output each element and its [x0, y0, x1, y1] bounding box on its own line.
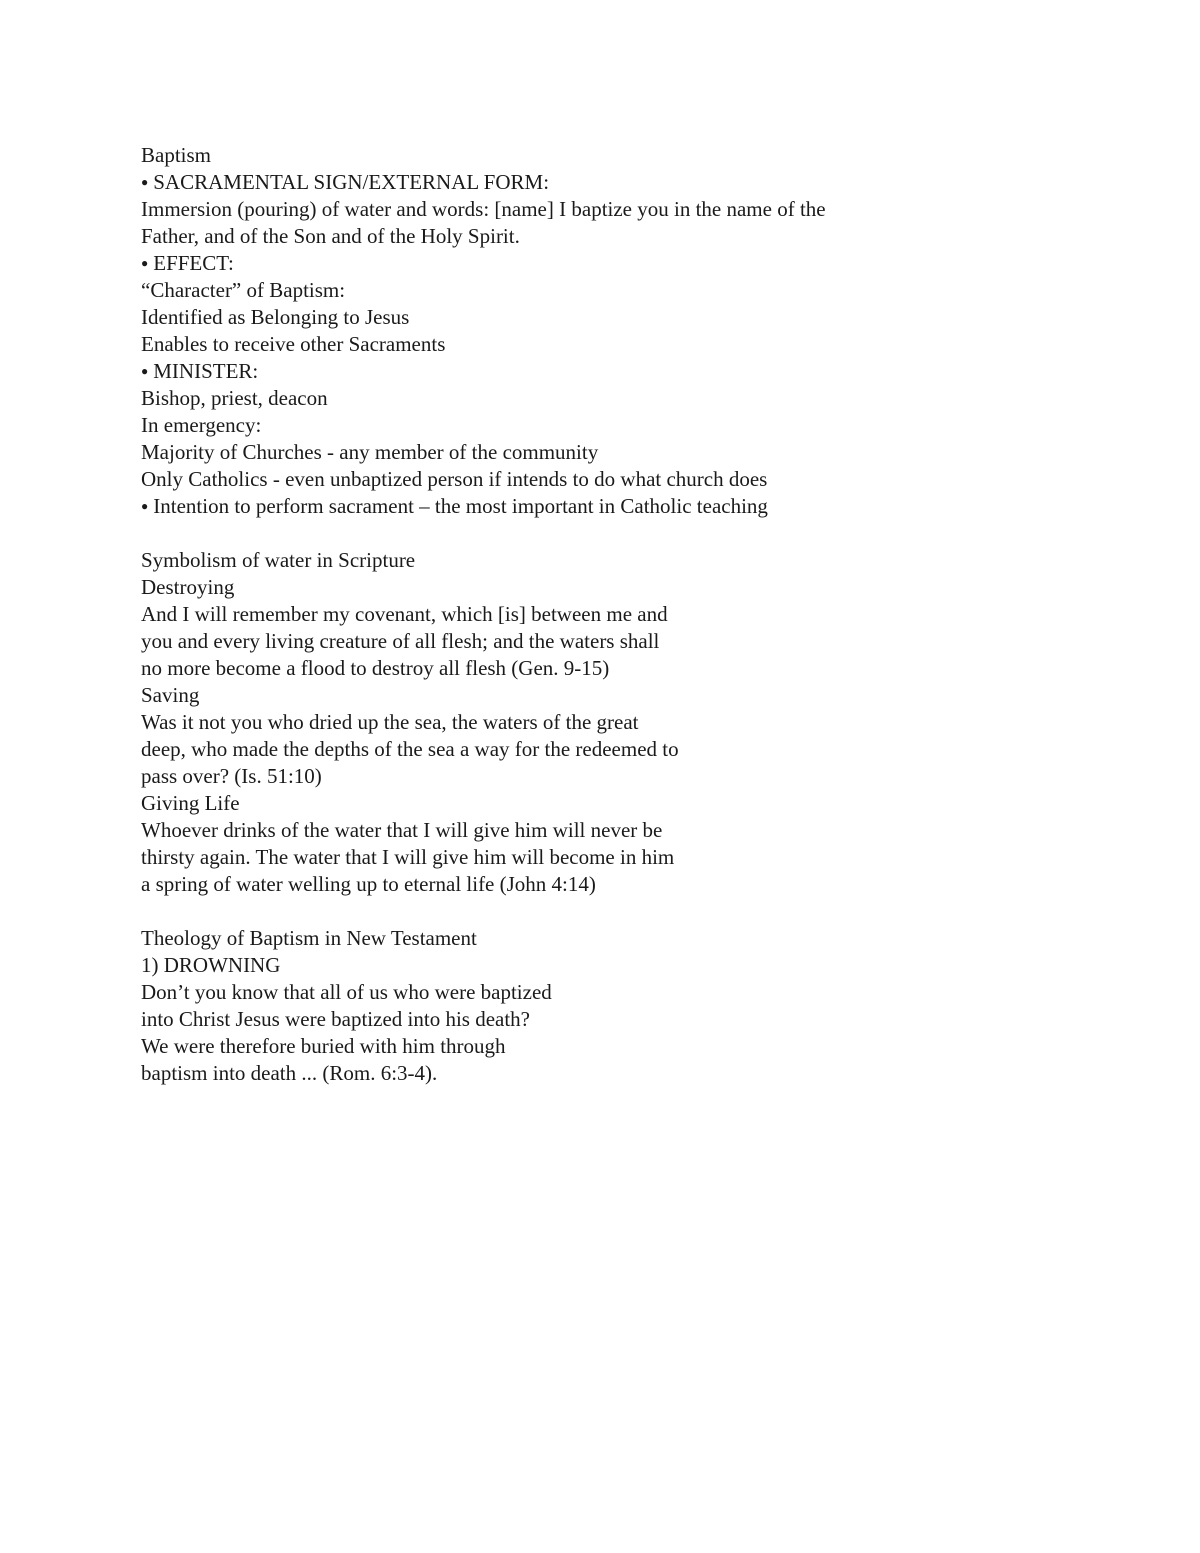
text-line: Majority of Churches - any member of the community — [141, 440, 599, 464]
quote-line: We were therefore buried with him through — [141, 1034, 506, 1058]
sign-heading: ● SACRAMENTAL SIGN/EXTERNAL FORM: — [141, 169, 1141, 196]
effect-heading: ● EFFECT: — [141, 250, 1141, 277]
text-line: Immersion (pouring) of water and words: [name] I baptize you in the name of the — [141, 197, 826, 221]
text-line: Father, and of the Son and of the Holy Spirit. — [141, 224, 520, 248]
text-line: Bishop, priest, deacon — [141, 386, 328, 410]
subsection-label: Giving Life — [141, 791, 240, 815]
quote-line: into Christ Jesus were baptized into his death? — [141, 1007, 531, 1031]
quote-line: deep, who made the depths of the sea a way for the redeemed to — [141, 737, 679, 761]
paragraph-gap — [141, 520, 1141, 547]
text-line: Only Catholics - even unbaptized person if intends to do what church does — [141, 467, 768, 491]
quote-line: And I will remember my covenant, which [is] between me and — [141, 602, 668, 626]
quote-line: Whoever drinks of the water that I will give him will never be — [141, 818, 663, 842]
point-heading: 1) DROWNING — [141, 953, 281, 977]
doc-title: Baptism — [141, 143, 212, 167]
quote-line: no more become a flood to destroy all flesh (Gen. 9-15) — [141, 656, 610, 680]
quote-line: Was it not you who dried up the sea, the waters of the great — [141, 710, 639, 734]
section-title: Theology of Baptism in New Testament — [141, 926, 477, 950]
quote-line: pass over? (Is. 51:10) — [141, 764, 322, 788]
quote-line: baptism into death ... (Rom. 6:3-4). — [141, 1061, 438, 1085]
quote-line: thirsty again. The water that I will give him will become in him — [141, 845, 675, 869]
minister-heading: ● MINISTER: — [141, 358, 1141, 385]
text-line: Enables to receive other Sacraments — [141, 332, 446, 356]
quote-line: a spring of water welling up to eternal life (John 4:14) — [141, 872, 596, 896]
text-line: Identified as Belonging to Jesus — [141, 305, 410, 329]
quote-line: Don’t you know that all of us who were baptized — [141, 980, 552, 1004]
section-title: Symbolism of water in Scripture — [141, 548, 416, 572]
subsection-label: Saving — [141, 683, 200, 707]
text-line: “Character” of Baptism: — [141, 278, 346, 302]
quote-line: you and every living creature of all flesh; and the waters shall — [141, 629, 660, 653]
intention-item: ● Intention to perform sacrament – the most important in Catholic teaching — [141, 493, 1141, 520]
subsection-label: Destroying — [141, 575, 235, 599]
document-page — [141, 142, 1141, 1087]
paragraph-gap — [141, 898, 1141, 925]
text-line: In emergency: — [141, 413, 262, 437]
